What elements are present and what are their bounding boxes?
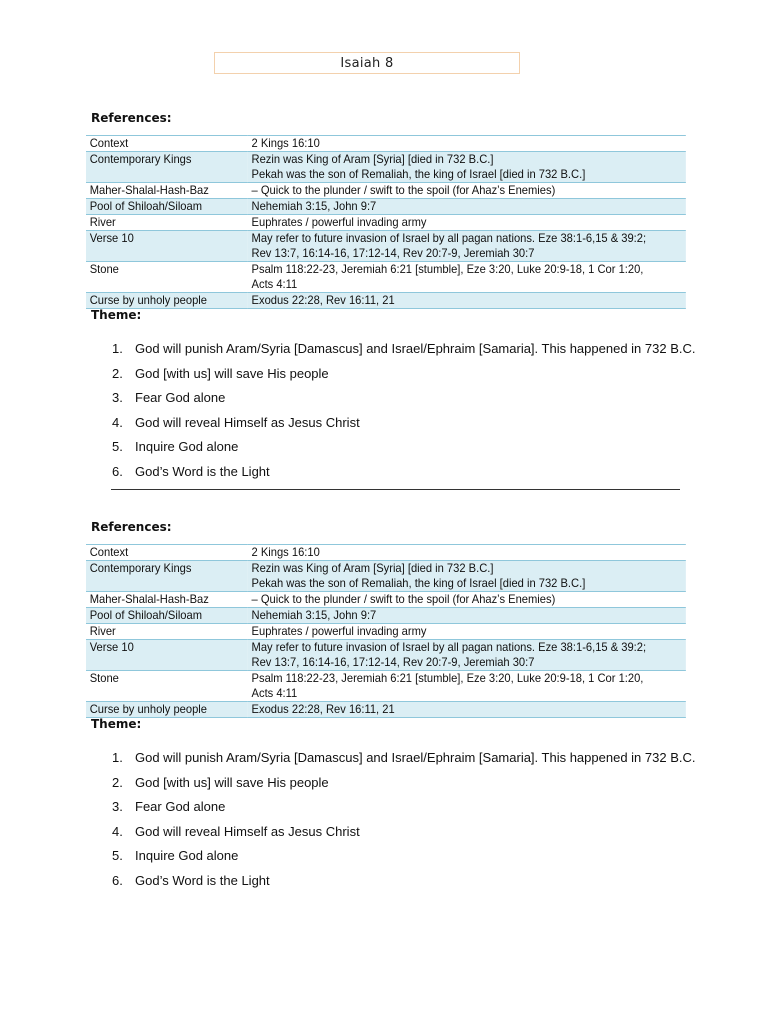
table-row bbox=[86, 136, 686, 152]
references-table bbox=[86, 135, 686, 309]
reference-value: – Quick to the plunder / swift to the spoil (for Ahaz’s Enemies) bbox=[251, 592, 556, 606]
reference-value: Euphrates / powerful invading army bbox=[251, 624, 427, 638]
reference-key: Curse by unholy people bbox=[86, 293, 248, 309]
reference-value: Exodus 22:28, Rev 16:11, 21 bbox=[248, 702, 686, 718]
reference-key: Verse 10 bbox=[86, 231, 248, 262]
section-divider bbox=[111, 489, 680, 490]
table-row bbox=[86, 152, 686, 183]
reference-value: Rezin was King of Aram [Syria] [died in 732 B.C.] Pekah was the son of Remaliah, the king of Israel [died in 732 B.C.] bbox=[248, 152, 686, 183]
reference-key: River bbox=[89, 215, 116, 229]
theme-list bbox=[112, 750, 695, 897]
table-row bbox=[86, 183, 686, 199]
table-row bbox=[86, 640, 686, 671]
table-row bbox=[86, 199, 686, 215]
reference-key: Pool of Shiloah/Siloam bbox=[86, 199, 248, 215]
list-item: 4. God will reveal Himself as Jesus Christ bbox=[112, 823, 360, 839]
document-title: Isaiah 8 bbox=[214, 52, 520, 74]
references-heading: References: bbox=[91, 520, 172, 534]
reference-key: Stone bbox=[89, 262, 119, 276]
reference-value: Nehemiah 3:15, John 9:7 bbox=[248, 199, 686, 215]
table-row bbox=[86, 671, 686, 702]
reference-key: Stone bbox=[89, 671, 119, 685]
reference-key: River bbox=[89, 624, 116, 638]
list-item: 5. Inquire God alone bbox=[112, 848, 239, 863]
references-table bbox=[86, 544, 686, 718]
reference-value: – Quick to the plunder / swift to the spoil (for Ahaz’s Enemies) bbox=[251, 183, 556, 197]
reference-value: Euphrates / powerful invading army bbox=[251, 215, 427, 229]
list-item: 6. God’s Word is the Light bbox=[112, 463, 270, 479]
reference-key: Contemporary Kings bbox=[86, 152, 248, 183]
theme-heading: Theme: bbox=[91, 308, 142, 322]
table-row bbox=[86, 262, 686, 293]
list-item: 5. Inquire God alone bbox=[112, 439, 239, 454]
reference-key: Pool of Shiloah/Siloam bbox=[86, 608, 248, 624]
list-item: 2. God [with us] will save His people bbox=[112, 774, 329, 790]
theme-list bbox=[112, 341, 695, 488]
reference-value: Psalm 118:22-23, Jeremiah 6:21 [stumble], Eze 3:20, Luke 20:9-18, 1 Cor 1:20, Acts 4:11 bbox=[251, 262, 644, 291]
reference-value: Rezin was King of Aram [Syria] [died in 732 B.C.] Pekah was the son of Remaliah, the king of Israel [died in 732 B.C.] bbox=[248, 561, 686, 592]
reference-key: Verse 10 bbox=[86, 640, 248, 671]
table-row bbox=[86, 702, 686, 718]
list-item: 6. God’s Word is the Light bbox=[112, 872, 270, 888]
table-row bbox=[86, 545, 686, 561]
table-row bbox=[86, 215, 686, 231]
reference-key: Maher-Shalal-Hash-Baz bbox=[89, 592, 209, 606]
reference-value: 2 Kings 16:10 bbox=[251, 545, 320, 559]
theme-heading: Theme: bbox=[91, 717, 142, 731]
list-item: 2. God [with us] will save His people bbox=[112, 365, 329, 381]
reference-value: Exodus 22:28, Rev 16:11, 21 bbox=[248, 293, 686, 309]
table-row bbox=[86, 231, 686, 262]
reference-value: May refer to future invasion of Israel by all pagan nations. Eze 38:1-6,15 & 39:2; Rev 13:7, 16:14-16, 17:12-14, Rev 20:7-9, Jeremiah 30:7 bbox=[248, 640, 686, 671]
list-item: 4. God will reveal Himself as Jesus Christ bbox=[112, 414, 360, 430]
table-row bbox=[86, 293, 686, 309]
reference-key: Context bbox=[89, 545, 129, 559]
table-row bbox=[86, 624, 686, 640]
list-item: 1. God will punish Aram/Syria [Damascus] and Israel/Ephraim [Samaria]. This happened in 732 B.C. bbox=[112, 341, 696, 356]
list-item: 3. Fear God alone bbox=[112, 799, 226, 814]
table-row bbox=[86, 592, 686, 608]
list-item: 3. Fear God alone bbox=[112, 390, 226, 405]
reference-value: Psalm 118:22-23, Jeremiah 6:21 [stumble], Eze 3:20, Luke 20:9-18, 1 Cor 1:20, Acts 4:11 bbox=[251, 671, 644, 700]
reference-key: Context bbox=[89, 136, 129, 150]
reference-value: May refer to future invasion of Israel by all pagan nations. Eze 38:1-6,15 & 39:2; Rev 13:7, 16:14-16, 17:12-14, Rev 20:7-9, Jeremiah 30:7 bbox=[248, 231, 686, 262]
reference-key: Maher-Shalal-Hash-Baz bbox=[89, 183, 209, 197]
reference-value: 2 Kings 16:10 bbox=[251, 136, 320, 150]
reference-key: Curse by unholy people bbox=[86, 702, 248, 718]
list-item: 1. God will punish Aram/Syria [Damascus] and Israel/Ephraim [Samaria]. This happened in 732 B.C. bbox=[112, 750, 696, 765]
reference-value: Nehemiah 3:15, John 9:7 bbox=[248, 608, 686, 624]
table-row bbox=[86, 608, 686, 624]
reference-key: Contemporary Kings bbox=[86, 561, 248, 592]
table-row bbox=[86, 561, 686, 592]
references-heading: References: bbox=[91, 111, 172, 125]
